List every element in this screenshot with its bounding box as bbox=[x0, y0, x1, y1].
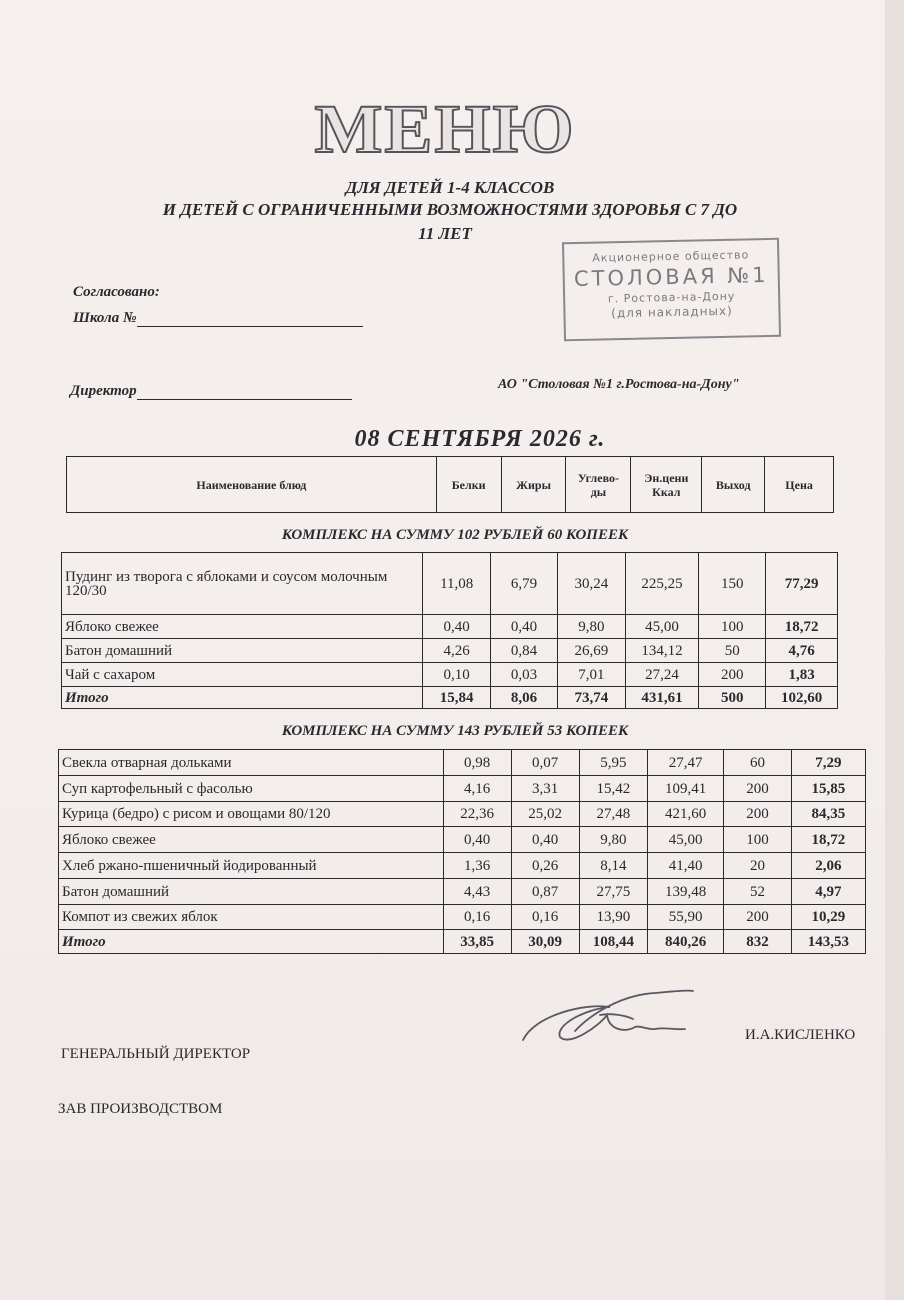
cell-fat: 0,16 bbox=[511, 905, 579, 930]
cell-yield: 150 bbox=[699, 553, 766, 615]
cell-fat: 0,40 bbox=[490, 615, 557, 639]
subtitle-line-2: И ДЕТЕЙ С ОГРАНИЧЕННЫМИ ВОЗМОЖНОСТЯМИ ЗДОРОВЬЯ С 7 ДО bbox=[162, 200, 738, 219]
cell-carbs: 9,80 bbox=[579, 827, 647, 853]
cell-dish-name: Батон домашний bbox=[62, 639, 423, 663]
cell-price: 143,53 bbox=[791, 930, 865, 954]
school-field bbox=[73, 310, 363, 327]
cell-fat: 6,79 bbox=[490, 553, 557, 615]
cell-price: 1,83 bbox=[766, 663, 838, 687]
header-carbs-1: Углево- bbox=[577, 470, 619, 485]
cell-carbs: 73,74 bbox=[558, 687, 626, 709]
company-stamp bbox=[562, 238, 781, 342]
cell-yield: 100 bbox=[699, 615, 766, 639]
cell-yield: 50 bbox=[699, 639, 766, 663]
cell-price: 18,72 bbox=[791, 827, 865, 853]
complex-2-table bbox=[58, 749, 866, 954]
cell-protein: 22,36 bbox=[443, 802, 511, 827]
cell-protein: 1,36 bbox=[443, 853, 511, 879]
cell-dish-name: Хлеб ржано-пшеничный йодированный bbox=[59, 853, 444, 879]
cell-fat: 30,09 bbox=[511, 930, 579, 954]
cell-yield: 60 bbox=[724, 750, 792, 776]
background-edge bbox=[885, 0, 904, 1300]
cell-yield: 200 bbox=[724, 776, 792, 802]
cell-carbs: 27,75 bbox=[579, 879, 647, 905]
cell-protein: 11,08 bbox=[423, 553, 491, 615]
subtitle-line-1: ДЛЯ ДЕТЕЙ 1-4 КЛАССОВ bbox=[345, 178, 555, 197]
cell-carbs: 26,69 bbox=[558, 639, 626, 663]
cell-energy: 840,26 bbox=[648, 930, 724, 954]
signer-name: И.А.КИСЛЕНКО bbox=[745, 1027, 856, 1043]
header-yield: Выход bbox=[702, 457, 765, 513]
table-row bbox=[59, 827, 866, 853]
subtitle-line-3: 11 ЛЕТ bbox=[418, 224, 472, 243]
header-energy bbox=[631, 457, 702, 513]
director-label: Директор bbox=[70, 383, 137, 399]
general-director-label: ГЕНЕРАЛЬНЫЙ ДИРЕКТОР bbox=[61, 1046, 251, 1062]
cell-protein: 33,85 bbox=[443, 930, 511, 954]
cell-carbs: 8,14 bbox=[579, 853, 647, 879]
cell-carbs: 13,90 bbox=[579, 905, 647, 930]
cell-energy: 27,24 bbox=[625, 663, 699, 687]
cell-price: 15,85 bbox=[791, 776, 865, 802]
organization-name: АО "Столовая №1 г.Ростова-на-Дону" bbox=[498, 377, 740, 392]
cell-protein: 4,16 bbox=[443, 776, 511, 802]
total-row bbox=[59, 930, 866, 954]
cell-yield: 200 bbox=[699, 663, 766, 687]
cell-fat: 0,87 bbox=[511, 879, 579, 905]
cell-carbs: 108,44 bbox=[579, 930, 647, 954]
cell-dish-name: Итого bbox=[59, 930, 444, 954]
page-title: МЕНЮ bbox=[314, 91, 576, 168]
cell-energy: 421,60 bbox=[648, 802, 724, 827]
header-table bbox=[66, 456, 834, 513]
menu-date: 08 СЕНТЯБРЯ 2026 г. bbox=[354, 426, 606, 452]
cell-price: 10,29 bbox=[791, 905, 865, 930]
cell-energy: 55,90 bbox=[648, 905, 724, 930]
cell-carbs: 9,80 bbox=[558, 615, 626, 639]
table-row bbox=[59, 879, 866, 905]
cell-protein: 0,40 bbox=[423, 615, 491, 639]
stamp-line-1: Акционерное общество bbox=[592, 248, 750, 265]
cell-price: 4,97 bbox=[791, 879, 865, 905]
cell-fat: 0,03 bbox=[490, 663, 557, 687]
total-row bbox=[62, 687, 838, 709]
stamp-line-2: СТОЛОВАЯ №1 bbox=[573, 262, 769, 292]
cell-carbs: 5,95 bbox=[579, 750, 647, 776]
cell-price: 84,35 bbox=[791, 802, 865, 827]
cell-dish-name: Компот из свежих яблок bbox=[59, 905, 444, 930]
complex-1-table bbox=[61, 552, 838, 709]
header-fat: Жиры bbox=[501, 457, 566, 513]
school-blank-line bbox=[137, 326, 363, 327]
cell-energy: 225,25 bbox=[625, 553, 699, 615]
cell-price: 2,06 bbox=[791, 853, 865, 879]
cell-protein: 0,40 bbox=[443, 827, 511, 853]
cell-price: 77,29 bbox=[766, 553, 838, 615]
cell-protein: 15,84 bbox=[423, 687, 491, 709]
table-row bbox=[62, 615, 838, 639]
cell-yield: 832 bbox=[724, 930, 792, 954]
stamp-line-3: г. Ростова-на-Дону bbox=[607, 289, 736, 306]
cell-energy: 134,12 bbox=[625, 639, 699, 663]
cell-yield: 500 bbox=[699, 687, 766, 709]
school-label: Школа № bbox=[73, 310, 137, 326]
cell-fat: 3,31 bbox=[511, 776, 579, 802]
agreed-label: Согласовано: bbox=[73, 284, 160, 300]
cell-energy: 45,00 bbox=[625, 615, 699, 639]
table-row bbox=[59, 750, 866, 776]
cell-dish-name: Свекла отварная дольками bbox=[59, 750, 444, 776]
cell-dish-name: Суп картофельный с фасолью bbox=[59, 776, 444, 802]
cell-price: 7,29 bbox=[791, 750, 865, 776]
cell-energy: 45,00 bbox=[648, 827, 724, 853]
production-head-label: ЗАВ ПРОИЗВОДСТВОМ bbox=[58, 1101, 223, 1117]
cell-energy: 109,41 bbox=[648, 776, 724, 802]
table-row bbox=[59, 853, 866, 879]
table-row bbox=[59, 905, 866, 930]
table-row bbox=[59, 802, 866, 827]
cell-fat: 0,40 bbox=[511, 827, 579, 853]
cell-energy: 431,61 bbox=[625, 687, 699, 709]
table-row bbox=[62, 663, 838, 687]
cell-carbs: 27,48 bbox=[579, 802, 647, 827]
cell-fat: 25,02 bbox=[511, 802, 579, 827]
cell-energy: 41,40 bbox=[648, 853, 724, 879]
cell-carbs: 15,42 bbox=[579, 776, 647, 802]
cell-yield: 200 bbox=[724, 905, 792, 930]
cell-fat: 8,06 bbox=[490, 687, 557, 709]
header-carbs bbox=[566, 457, 631, 513]
cell-protein: 4,26 bbox=[423, 639, 491, 663]
complex-1-title: КОМПЛЕКС НА СУММУ 102 РУБЛЕЙ 60 КОПЕЕК bbox=[281, 527, 629, 543]
table-row bbox=[59, 776, 866, 802]
header-energy-2: Ккал bbox=[652, 484, 681, 499]
cell-energy: 139,48 bbox=[648, 879, 724, 905]
cell-fat: 0,26 bbox=[511, 853, 579, 879]
cell-dish-name: Чай с сахаром bbox=[62, 663, 423, 687]
cell-dish-name: Батон домашний bbox=[59, 879, 444, 905]
stamp-line-4: (для накладных) bbox=[611, 303, 733, 321]
cell-price: 102,60 bbox=[766, 687, 838, 709]
cell-price: 18,72 bbox=[766, 615, 838, 639]
cell-dish-name: Итого bbox=[62, 687, 423, 709]
cell-protein: 0,10 bbox=[423, 663, 491, 687]
cell-dish-name: Курица (бедро) с рисом и овощами 80/120 bbox=[59, 802, 444, 827]
header-protein: Белки bbox=[436, 457, 501, 513]
cell-dish-name: Яблоко свежее bbox=[59, 827, 444, 853]
cell-carbs: 30,24 bbox=[558, 553, 626, 615]
cell-carbs: 7,01 bbox=[558, 663, 626, 687]
cell-protein: 0,16 bbox=[443, 905, 511, 930]
cell-price: 4,76 bbox=[766, 639, 838, 663]
director-signature bbox=[515, 985, 705, 1060]
cell-yield: 20 bbox=[724, 853, 792, 879]
cell-yield: 200 bbox=[724, 802, 792, 827]
header-name: Наименование блюд bbox=[67, 457, 437, 513]
header-carbs-2: ды bbox=[590, 484, 607, 499]
cell-yield: 52 bbox=[724, 879, 792, 905]
header-energy-1: Эн.цени bbox=[644, 470, 689, 485]
complex-2-title: КОМПЛЕКС НА СУММУ 143 РУБЛЕЙ 53 КОПЕЕК bbox=[281, 723, 629, 739]
cell-protein: 0,98 bbox=[443, 750, 511, 776]
cell-yield: 100 bbox=[724, 827, 792, 853]
table-row bbox=[62, 553, 838, 615]
director-blank-line bbox=[137, 399, 352, 400]
cell-fat: 0,07 bbox=[511, 750, 579, 776]
cell-dish-name: Яблоко свежее bbox=[62, 615, 423, 639]
cell-energy: 27,47 bbox=[648, 750, 724, 776]
cell-dish-name: Пудинг из творога с яблоками и соусом молочным 120/30 bbox=[62, 553, 423, 615]
cell-fat: 0,84 bbox=[490, 639, 557, 663]
director-field bbox=[70, 383, 352, 400]
cell-protein: 4,43 bbox=[443, 879, 511, 905]
header-price: Цена bbox=[765, 457, 834, 513]
table-row bbox=[62, 639, 838, 663]
